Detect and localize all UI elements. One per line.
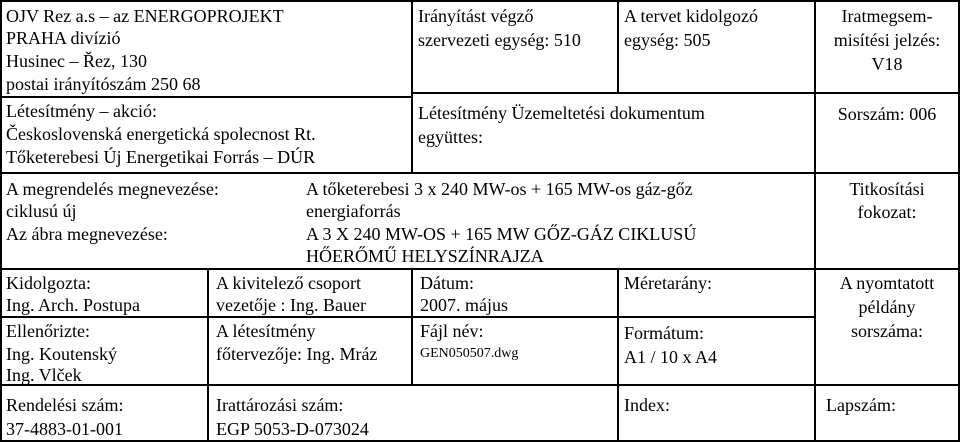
org-line-4: postai irányítószám 250 68	[6, 74, 201, 94]
classification-line-2: fokozat:	[857, 202, 917, 222]
order-value-line-1: A tőketerebesi 3 x 240 MW-os + 165 MW-os gáz-gőz	[306, 179, 693, 199]
facility-line-2: Tőketerebesi Új Energetikai Forrás – DÚR	[6, 147, 316, 167]
facility-doc-line-2: együttes:	[418, 127, 483, 147]
file-name-label: Fájl név:	[420, 321, 484, 341]
dir-unit-line-1: Irányítást végző	[418, 6, 534, 26]
prepared-by-value: Ing. Arch. Postupa	[6, 295, 140, 315]
dir-unit-line-2: szervezeti egység: 510	[418, 30, 581, 50]
org-line-1: OJV Rez a.s – az ENERGOPROJEKT	[6, 6, 284, 26]
checked-by-label: Ellenőrizte:	[6, 321, 90, 341]
figure-value-line-1: A 3 X 240 MW-OS + 165 MW GŐZ-GÁZ CIKLUSÚ	[306, 224, 697, 244]
divider-row-marking	[814, 92, 960, 94]
divider-unit-col	[617, 0, 619, 92]
copy-number-line-2: példány	[858, 297, 916, 317]
figure-label: Az ábra megnevezése:	[6, 224, 168, 244]
border-top	[0, 0, 960, 2]
divider-row-facility	[0, 172, 960, 174]
checked-by-value-2: Ing. Vlček	[6, 365, 82, 385]
divider-scale-col	[617, 268, 619, 442]
order-label-2: ciklusú új	[6, 201, 77, 221]
format-value: A1 / 10 x A4	[624, 347, 718, 367]
divider-date-col	[411, 268, 413, 384]
copy-number-line-1: A nyomtatott	[839, 273, 935, 293]
filing-number-value: EGP 5053-D-073024	[216, 419, 369, 439]
chief-designer-line-1: A létesítmény	[216, 321, 316, 341]
order-number-value: 37-4883-01-001	[6, 419, 123, 439]
org-line-2: PRAHA divízió	[6, 28, 121, 48]
divider-footer-row	[0, 384, 960, 386]
order-number-label: Rendelési szám:	[6, 395, 124, 415]
prepared-by-label: Kidolgozta:	[6, 273, 91, 293]
facility-doc-line-1: Létesítmény Üzemeltetési dokumentum	[418, 103, 705, 123]
date-value: 2007. május	[420, 295, 508, 315]
marking-value: V18	[871, 54, 903, 74]
divider-row-org	[0, 96, 411, 98]
divider-people-row	[0, 316, 617, 318]
order-value-line-2: energiaforrás	[306, 201, 401, 221]
divider-row-figure	[0, 268, 960, 270]
copy-number-line-3: sorszáma:	[851, 321, 923, 341]
plan-unit-line-2: egység: 505	[624, 30, 711, 50]
exec-lead-line-1: A kivitelező csoport	[216, 273, 361, 293]
border-left	[0, 0, 2, 442]
marking-label-line-2: misítési jelzés:	[833, 30, 941, 50]
marking-label-line-1: Iratmegsem-	[841, 6, 933, 26]
checked-by-value-1: Ing. Koutenský	[6, 344, 117, 364]
sheet-number-label: Lapszám:	[826, 395, 896, 415]
facility-label: Létesítmény – akció:	[6, 101, 157, 121]
facility-line-1: Československá energetická spolecnost Rt.	[6, 124, 316, 144]
divider-scale-row	[617, 316, 814, 318]
plan-unit-line-1: A tervet kidolgozó	[624, 6, 758, 26]
divider-left-col	[411, 0, 413, 172]
file-name-value: GEN050507.dwg	[420, 346, 519, 361]
scale-label: Méretarány:	[624, 273, 712, 293]
serial-number: Sorszám: 006	[837, 104, 937, 124]
divider-people-col	[207, 268, 209, 442]
order-label: A megrendelés megnevezése:	[6, 179, 219, 199]
filing-number-label: Irattározási szám:	[216, 395, 344, 415]
index-label: Index:	[624, 395, 670, 415]
chief-designer-line-2: főtervezője: Ing. Mráz	[216, 344, 378, 364]
figure-value-line-2: HŐERŐMŰ HELYSZÍNRAJZA	[306, 246, 544, 266]
exec-lead-line-2: vezetője : Ing. Bauer	[216, 295, 366, 315]
divider-row-units	[411, 92, 814, 94]
date-label: Dátum:	[420, 273, 474, 293]
org-line-3: Husinec – Řez, 130	[6, 51, 147, 71]
format-label: Formátum:	[624, 323, 704, 343]
classification-line-1: Titkosítási	[849, 179, 925, 199]
